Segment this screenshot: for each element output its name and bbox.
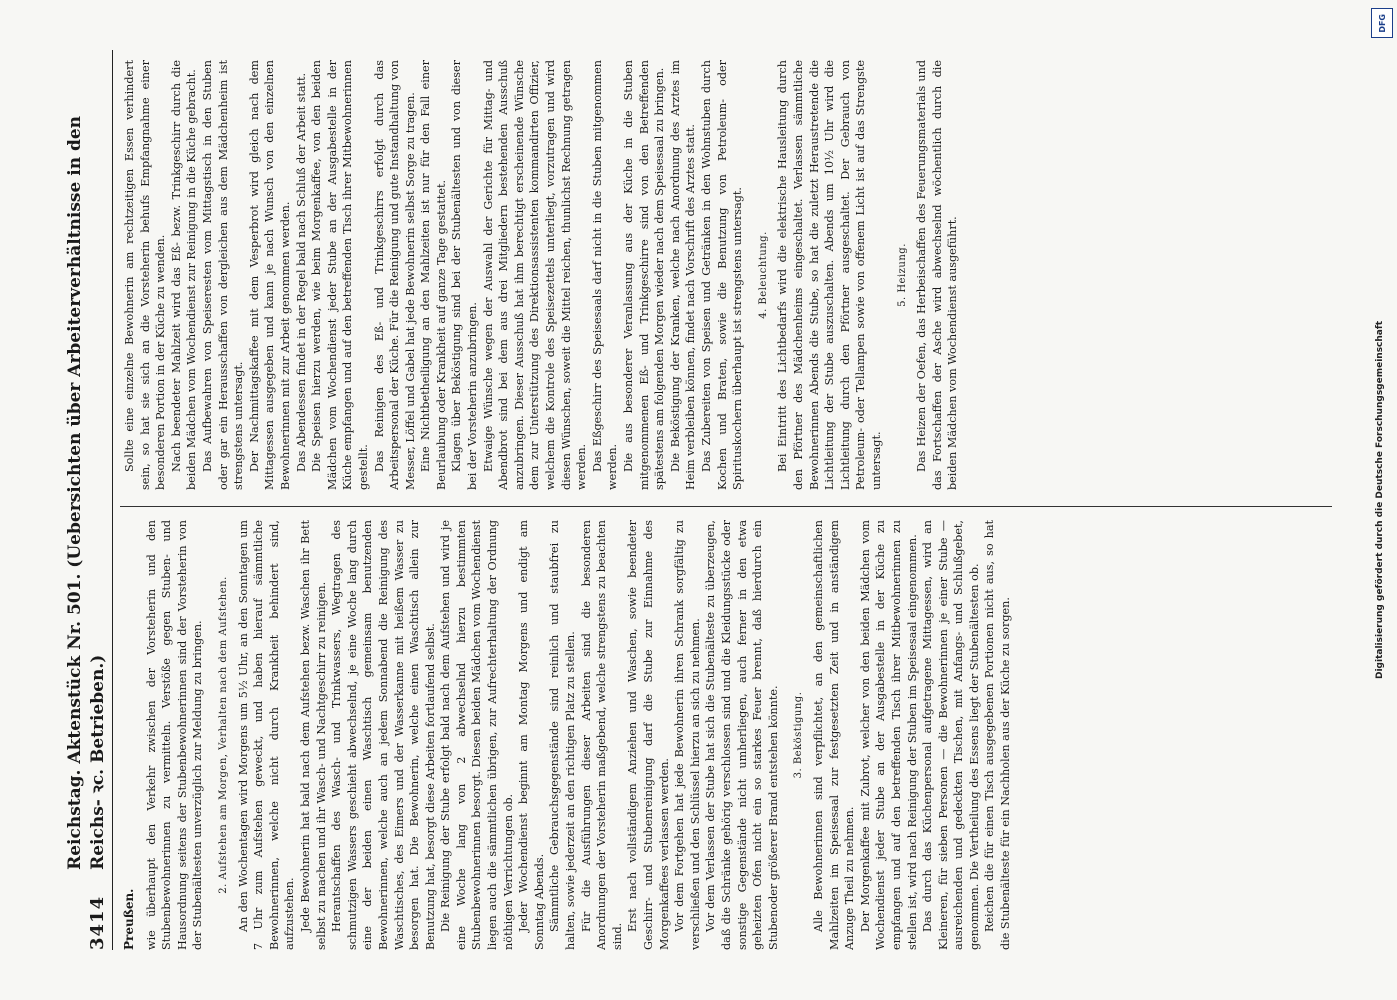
page-number: 3414: [87, 895, 108, 950]
subsection-heading: 5. Heizung.: [896, 243, 908, 307]
paragraph: Herantschaffen des Wasch- und Trinkwassers, Wegtragen des schmutzigen Wassers geschieht abwechselnd, je eine Woche lang durch eine der beiden einen Waschtisch gemeinsam benutzenden Bewohnerinnen, welche auch an jedem Sonnabend die Reinigung des Waschtisches, des Eimers und der Wasserkanne mit heißem Wasser zu besorgen hat. Die Bewohnerin, welche einen Waschtisch allein zur Benutzung hat, besorgt diese Arbeiten fortlaufend selbst.: [330, 520, 437, 950]
page-title: Reichstag. Aktenstück Nr. 501. (Uebersichten über Arbeiterverhältnisse in den Reichs- ꝛc. Betrieben.): [65, 115, 108, 870]
subsection-heading: 2. Aufstehen am Morgen, Verhalten nach dem Aufstehen.: [217, 576, 229, 894]
digitization-credit: Digitalisierung gefördert durch die Deutsche Forschungsgemeinschaft: [1375, 320, 1385, 680]
paragraph: Das Aufbewahren von Speiseresten vom Mittagstisch in den Stuben oder gar ein Herausschaffen von dergleichen aus dem Mädchenheim ist strengstens untersagt.: [200, 60, 246, 490]
paragraph: Sollte eine einzelne Bewohnerin am rechtzeitigen Essen verhindert sein, so hat sie sich an die Vorsteherin behufs Empfangnahme einer besonderen Portion in der Küche zu wenden.: [123, 60, 168, 490]
column-divider: [120, 506, 1332, 507]
page-header: [65, 50, 113, 950]
paragraph: Die Speisen hierzu werden, wie beim Morgenkaffee, von den beiden Mädchen vom Wochendienst jeder Stube an der Ausgabestelle in der Küche empfangen und auf den betreffenden Tisch ihrer Mitbewohnerinnen gestellt.: [310, 60, 370, 490]
paragraph: Jeder Wochendienst beginnt am Montag Morgens und endigt am Sonntag Abends.: [517, 520, 546, 950]
paragraph: Reichen die für einen Tisch ausgegebenen Portionen nicht aus, so hat die Stubenälteste für ein Nachholen aus der Küche zu sorgen.: [983, 520, 1013, 950]
paragraph: Das durch das Küchenpersonal aufgetragene Mittagessen, wird an Kleineren, für sieben Personen — die Bewohnerinnen je einer Stube — ausreichenden und gedeckten Tischen, mit Anfangs- und Schlußgebet, genommen. Die Vertheilung des Essens liegt der Stubenältesten ob.: [921, 520, 981, 950]
paragraph: Sämmtliche Gebrauchsgegenstände sind reinlich und staubfrei zu halten, sowie jederzeit an den richtigen Platz zu stellen.: [548, 520, 578, 950]
paragraph: Die Beköstigung der Kranken, welche nach Anordnung des Arztes im Heim verbleiben können, findet nach Vorschrift des Arztes statt.: [668, 60, 698, 490]
paragraph: Für die Ausführungen dieser Arbeiten sind die besonderen Anordnungen der Vorsteherin maßgebend, welche strengstens zu beachten sind.: [579, 520, 624, 950]
paragraph: Das Heizen der Oefen, das Herbeischaffen des Feuerungsmaterials und das Fortschaffen der Asche wird abwechselnd wöchentlich durch die beiden Mädchen vom Wochendienst ausgeführt.: [915, 60, 960, 490]
paragraph: Erst nach vollständigem Anziehen und Waschen, sowie beendeter Geschirr- und Stubenreinigung darf die Stube zur Einnahme des Morgenkaffees verlassen werden.: [626, 520, 671, 950]
paragraph: Alle Bewohnerinnen sind verpflichtet, an den gemeinschaftlichen Mahlzeiten im Speisesaal zur festgesetzten Zeit und in anständigem Anzuge Theil zu nehmen.: [811, 520, 857, 950]
paragraph: Nach beendeter Mahlzeit wird das Eß- bezw. Trinkgeschirr durch die beiden Mädchen vom Wochendienst zur Reinigung in die Küche gebracht.: [169, 60, 199, 490]
paragraph: Das Reinigen des Eß- und Trinkgeschirrs erfolgt durch das Arbeitspersonal der Küche. Für die Reinigung und gute Instandhaltung von Messer, Löffel und Gabel hat jede Bewohnerin selbst Sorge zu tragen.: [372, 60, 417, 490]
paragraph: Jede Bewohnerin hat bald nach dem Aufstehen bezw. Waschen ihr Bett selbst zu machen und ihr Wasch- und Nachtgeschirr zu reinigen.: [298, 520, 328, 950]
paragraph: Das Zubereiten von Speisen und Getränken in den Wohnstuben durch Kochen und Braten, sowie die Benutzung von Petroleum- oder Spirituskochern überhaupt ist strengstens untersagt.: [699, 60, 745, 490]
subsection-heading: 4. Beleuchtung.: [757, 231, 769, 319]
paragraph: Die aus besonderer Veranlassung aus der Küche in die Stuben mitgenommenen Eß- und Trinkgeschirre sind von den Betreffenden spätestens am folgenden Morgen wieder nach dem Speisesaal zu bringen.: [622, 60, 667, 490]
dfg-logo-text: DFG: [1377, 13, 1387, 33]
paragraph: Eine Nichtbetheiligung an den Mahlzeiten ist nur für den Fall einer Beurlaubung oder Krankheit auf ganze Tage gestattet.: [419, 60, 448, 490]
paragraph: Etwaige Wünsche wegen der Auswahl der Gerichte für Mittag- und Abendbrot sind bei dem aus drei Mitgliedern bestehenden Ausschuß anzubringen. Dieser Ausschuß hat ihm berechtigt erscheinende Wünsche dem zur Unterstützung des Direktionsassistenten kommandirten Offizier, welchem die Kontrole des Speisezettels unterliegt, vorzutragen und wird diesen Wünschen, soweit die Mittel reichen, thunlichst Rechnung getragen werden.: [481, 60, 589, 490]
paragraph: wie überhaupt den Verkehr zwischen der Vorsteherin und den Stubenbewohnerinnen zu vermitteln. Verstöße gegen Stuben- und Hausordnung seitens der Stubenbewohnerinnen sind der Vorsteherin von der Stubenältesten unverzüglich zur Meldung zu bringen.: [144, 520, 205, 950]
paragraph: Das Abendessen findet in der Regel bald nach Schluß der Arbeit statt.: [294, 72, 308, 472]
right-column-body: [122, 60, 961, 490]
paragraph: Der Morgenkaffee mit Zubrot, welcher von den beiden Mädchen vom Wochendienst jeder Stube an der Ausgabestelle in der Küche zu empfangen und auf den betreffenden Tisch ihrer Mitbewohnerinnen zu stellen ist, wird nach Reinigung der Stuben im Speisesaal eingenommen.: [858, 520, 919, 950]
section-heading: Preußen.: [122, 888, 136, 950]
paragraph: Der Nachmittagskaffee mit dem Vesperbrot wird gleich nach dem Mittagessen ausgegeben und kann je nach Wunsch von den einzelnen Bewohnerinnen mit zur Arbeit genommen werden.: [247, 60, 292, 490]
paragraph: Klagen über Beköstigung sind bei der Stubenältesten und von dieser bei der Vorsteherin anzubringen.: [450, 60, 480, 490]
left-column-body: [144, 520, 1014, 950]
paragraph: Vor dem Fortgehen hat jede Bewohnerin ihren Schrank sorgfältig zu verschließen und den Schlüssel hierzu an sich zu nehmen.: [673, 520, 702, 950]
rotated-document-page: [52, 30, 1342, 970]
subsection-heading: 3. Beköstigung.: [793, 691, 805, 779]
paragraph: Bei Eintritt des Lichtbedarfs wird die elektrische Hausleitung durch den Pförtner des Mädchenheims eingeschaltet. Verlassen sämmtliche Bewohnerinnen Abends die Stube, so hat die zuletzt Heraustretende die Lichtleitung der Stube auszuschalten. Abends um 10½ Uhr wird die Lichtleitung durch den Pförtner ausgeschaltet. Der Gebrauch von Petroleum- oder Tellampen sowie von offenem Licht ist auf das Strengste untersagt.: [776, 60, 883, 490]
right-column: [122, 60, 1332, 490]
paragraph: Das Eßgeschirr des Speisesaals darf nicht in die Stuben mitgenommen werden.: [590, 60, 620, 490]
paragraph: An den Wochentagen wird Morgens um 5½ Uhr, an den Sonntagen um 7 Uhr zum Aufstehen geweckt, und haben hierauf sämmtliche Bewohnerinnen, welche nicht durch Krankheit behindert sind, aufzustehen.: [236, 520, 297, 950]
paragraph: Die Reinigung der Stube erfolgt bald nach dem Aufstehen und wird je eine Woche lang von 2 abwechselnd hierzu bestimmten Stubenbewohnerinnen besorgt. Diesen beiden Mädchen vom Wochendienst liegen auch die sämmtlichen übrigen, zur Aufrechterhaltung der Ordnung nöthigen Verrichtungen ob.: [439, 520, 515, 950]
paragraph: Vor dem Verlassen der Stube hat sich die Stubenälteste zu überzeugen, daß die Schränke gehörig verschlossen sind und die Kleidungsstücke oder sonstige Gegenstände nicht umherliegen, auch ferner in den etwa geheizten Ofen nicht ein so starkes Feuer brennt, daß hierdurch ein Stubenoder größerer Brand entstehen könnte.: [704, 520, 780, 950]
left-column: [122, 520, 1332, 950]
